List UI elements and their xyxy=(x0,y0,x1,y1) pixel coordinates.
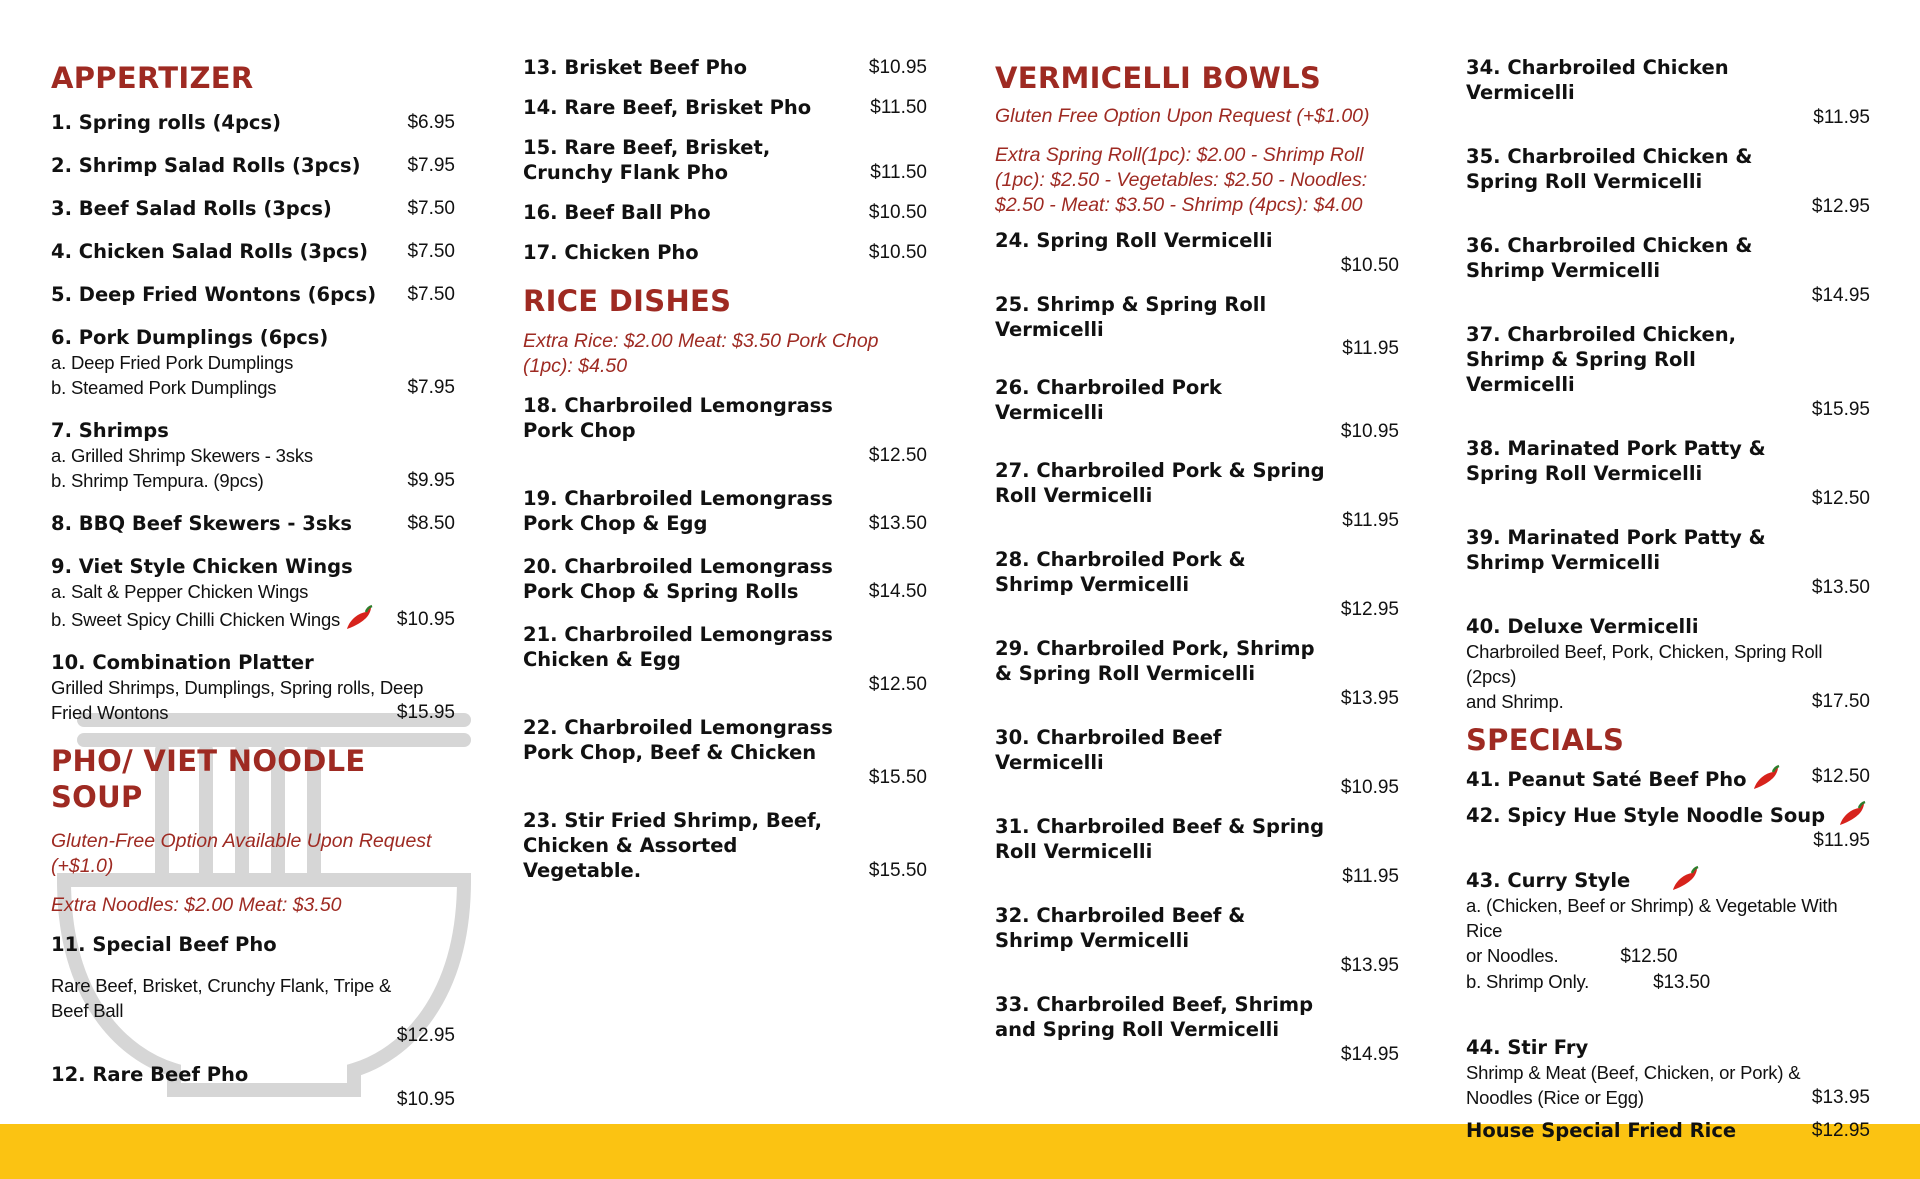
item-price: $13.50 xyxy=(868,513,927,534)
item-price: $11.95 xyxy=(1813,107,1870,128)
section-title-specials: SPECIALS xyxy=(1466,723,1625,757)
item-price: $12.50 xyxy=(1811,766,1870,787)
item-description: and Shrimp. xyxy=(1466,691,1564,712)
column-vermicelli-specials xyxy=(1466,55,1870,1161)
item-name: 25. Shrimp & Spring Roll Vermicelli xyxy=(995,293,1267,341)
pho-gluten-note: Gluten-Free Option Available Upon Request (+$1.0) xyxy=(51,830,432,877)
item-option: a. Grilled Shrimp Skewers - 3sks xyxy=(51,445,313,466)
item-price: $10.50 xyxy=(1340,255,1399,276)
item-name: 12. Rare Beef Pho xyxy=(51,1063,249,1086)
item-price: $11.50 xyxy=(870,97,927,118)
item-name: 7. Shrimps xyxy=(51,419,169,442)
item-name: 31. Charbroiled Beef & Spring Roll Vermicelli xyxy=(995,815,1325,863)
item-name: 5. Deep Fried Wontons (6pcs) xyxy=(51,283,377,306)
menu-item xyxy=(51,153,455,178)
item-price: $12.50 xyxy=(1811,488,1870,509)
item-name-text: 42. Spicy Hue Style Noodle Soup xyxy=(1466,804,1826,827)
item-name: 17. Chicken Pho xyxy=(523,241,699,264)
rice-extras-note: Extra Rice: $2.00 Meat: $3.50 Pork Chop (1pc): $4.50 xyxy=(523,330,879,377)
item-name: 27. Charbroiled Pork & Spring Roll Vermicelli xyxy=(995,459,1325,507)
menu-item xyxy=(995,228,1399,278)
item-option-text: b. Shrimp Only. xyxy=(1466,971,1590,992)
item-name: 38. Marinated Pork Patty & Spring Roll Vermicelli xyxy=(1466,437,1766,485)
item-price: $7.50 xyxy=(407,241,455,262)
item-name: 9. Viet Style Chicken Wings xyxy=(51,555,353,578)
item-name: 28. Charbroiled Pork & Shrimp Vermicelli xyxy=(995,548,1246,596)
menu-item xyxy=(523,622,927,697)
item-price: $12.95 xyxy=(1340,599,1399,620)
menu-item xyxy=(523,715,927,790)
menu-item xyxy=(995,992,1399,1067)
section-title-pho: PHO/ VIET NOODLE SOUP xyxy=(51,744,366,814)
menu-item xyxy=(1466,525,1870,600)
menu-item xyxy=(523,393,927,468)
menu-item xyxy=(51,325,455,400)
item-price: $11.95 xyxy=(1813,830,1870,851)
menu-item xyxy=(51,554,455,632)
item-price: $13.50 xyxy=(1811,577,1870,598)
item-name: 44. Stir Fry xyxy=(1466,1036,1589,1059)
item-price: $15.50 xyxy=(868,860,927,881)
menu-item xyxy=(1466,1035,1870,1110)
item-name: 13. Brisket Beef Pho xyxy=(523,56,748,79)
menu-item xyxy=(1466,233,1870,308)
item-option xyxy=(1466,943,1870,969)
item-price: $7.95 xyxy=(407,155,455,176)
item-price: $13.95 xyxy=(1811,1087,1870,1108)
item-price: $11.95 xyxy=(1342,510,1399,531)
menu-item xyxy=(995,725,1399,800)
item-name: 23. Stir Fried Shrimp, Beef, Chicken & Assorted Vegetable. xyxy=(523,809,822,882)
item-name: 39. Marinated Pork Patty & Shrimp Vermicelli xyxy=(1466,526,1766,574)
pho-extras-note: Extra Noodles: $2.00 Meat: $3.50 xyxy=(51,894,342,916)
item-option: b. Steamed Pork Dumplings xyxy=(51,377,277,398)
item-name xyxy=(1466,865,1870,893)
item-price: $12.50 xyxy=(1620,946,1678,967)
item-price: $8.50 xyxy=(407,513,455,534)
item-price: $11.95 xyxy=(1342,866,1399,887)
item-price: $17.50 xyxy=(1811,691,1870,712)
item-price: $10.95 xyxy=(868,57,927,78)
section-title-vermicelli: VERMICELLI BOWLS xyxy=(995,61,1322,95)
item-option-text: or Noodles. xyxy=(1466,945,1559,966)
menu-item xyxy=(995,375,1399,444)
item-name-text: 41. Peanut Saté Beef Pho xyxy=(1466,768,1747,791)
chili-pepper-icon xyxy=(344,604,374,632)
item-price: $15.50 xyxy=(868,767,927,788)
item-price: $10.95 xyxy=(1340,421,1399,442)
item-name: 40. Deluxe Vermicelli xyxy=(1466,615,1699,638)
item-option xyxy=(51,604,455,632)
item-name: 14. Rare Beef, Brisket Pho xyxy=(523,96,812,119)
item-description: Rare Beef, Brisket, Crunchy Flank, Tripe & Beef Ball xyxy=(51,975,392,1021)
item-price: $14.95 xyxy=(1811,285,1870,306)
menu-item xyxy=(1466,55,1870,130)
menu-item xyxy=(523,200,927,225)
item-price: $11.95 xyxy=(1342,338,1399,359)
item-name: 22. Charbroiled Lemongrass Pork Chop, Beef & Chicken xyxy=(523,716,833,764)
menu-item xyxy=(523,554,927,604)
item-name: 11. Special Beef Pho xyxy=(51,933,277,956)
item-price: $14.50 xyxy=(868,581,927,602)
menu-item xyxy=(1466,144,1870,219)
menu-item xyxy=(51,418,455,493)
item-name: 6. Pork Dumplings (6pcs) xyxy=(51,326,329,349)
menu-item xyxy=(995,903,1399,978)
item-price: $10.95 xyxy=(396,1089,455,1110)
menu-item xyxy=(995,547,1399,622)
item-price: $15.95 xyxy=(1811,399,1870,420)
item-name: 34. Charbroiled Chicken Vermicelli xyxy=(1466,56,1729,104)
item-name: 29. Charbroiled Pork, Shrimp & Spring Roll Vermicelli xyxy=(995,637,1315,685)
item-price: $12.50 xyxy=(868,674,927,695)
menu-item xyxy=(523,55,927,80)
item-name: 32. Charbroiled Beef & Shrimp Vermicelli xyxy=(995,904,1246,952)
item-option: a. Salt & Pepper Chicken Wings xyxy=(51,581,309,602)
item-description: Grilled Shrimps, Dumplings, Spring rolls, Deep xyxy=(51,677,424,698)
item-price: $7.50 xyxy=(407,198,455,219)
chili-pepper-icon xyxy=(1837,800,1867,828)
item-name: 2. Shrimp Salad Rolls (3pcs) xyxy=(51,154,361,177)
item-price: $13.50 xyxy=(1653,972,1711,993)
item-name: 10. Combination Platter xyxy=(51,651,314,674)
item-price: $11.50 xyxy=(870,162,927,183)
item-description: Noodles (Rice or Egg) xyxy=(1466,1087,1644,1108)
chili-pepper-icon xyxy=(1751,764,1781,792)
item-name: 21. Charbroiled Lemongrass Chicken & Egg xyxy=(523,623,833,671)
chili-pepper-icon xyxy=(1670,865,1700,893)
menu-item xyxy=(523,95,927,120)
menu-item xyxy=(523,808,927,883)
item-name-text: 43. Curry Style xyxy=(1466,869,1631,892)
menu-item xyxy=(1466,436,1870,511)
menu-item xyxy=(51,650,455,725)
item-name xyxy=(1466,764,1870,792)
item-price: $7.50 xyxy=(407,284,455,305)
column-appetizer xyxy=(51,52,455,1130)
item-name: 20. Charbroiled Lemongrass Pork Chop & Spring Rolls xyxy=(523,555,833,603)
menu-item xyxy=(523,240,927,265)
item-name: 3. Beef Salad Rolls (3pcs) xyxy=(51,197,332,220)
item-price: $9.95 xyxy=(407,470,455,491)
item-price: $10.95 xyxy=(396,609,455,630)
menu-item xyxy=(1466,800,1870,853)
item-name: 4. Chicken Salad Rolls (3pcs) xyxy=(51,240,369,263)
menu-item xyxy=(51,282,455,307)
vermicelli-extras-note: Extra Spring Roll(1pc): $2.00 - Shrimp Roll (1pc): $2.50 - Vegetables: $2.50 - Noodles: $2.50 - Meat: $3.50 - Shrimp (4pcs): $4.00 xyxy=(995,144,1368,216)
item-description: Fried Wontons xyxy=(51,702,169,723)
item-name: 37. Charbroiled Chicken, Shrimp & Spring Roll Vermicelli xyxy=(1466,323,1737,396)
item-option xyxy=(1466,969,1870,995)
item-description: Charbroiled Beef, Pork, Chicken, Spring Roll (2pcs) xyxy=(1466,641,1823,687)
menu-item xyxy=(1466,865,1870,995)
item-name: 35. Charbroiled Chicken & Spring Roll Vermicelli xyxy=(1466,145,1753,193)
menu-item xyxy=(51,932,455,1048)
item-option: a. (Chicken, Beef or Shrimp) & Vegetable With Rice xyxy=(1466,895,1838,941)
menu-item xyxy=(1466,614,1870,714)
item-price: $10.50 xyxy=(868,242,927,263)
item-price: $12.95 xyxy=(396,1025,455,1046)
vermicelli-gluten-note: Gluten Free Option Upon Request (+$1.00) xyxy=(995,105,1370,127)
section-title-rice: RICE DISHES xyxy=(523,284,732,318)
item-option: a. Deep Fried Pork Dumplings xyxy=(51,352,294,373)
item-price: $7.95 xyxy=(407,377,455,398)
item-price: $14.95 xyxy=(1340,1044,1399,1065)
menu-item xyxy=(51,511,455,536)
item-name: 8. BBQ Beef Skewers - 3sks xyxy=(51,512,353,535)
item-name: 33. Charbroiled Beef, Shrimp and Spring Roll Vermicelli xyxy=(995,993,1314,1041)
column-vermicelli xyxy=(995,52,1399,1081)
item-price: $13.95 xyxy=(1340,955,1399,976)
menu-item xyxy=(995,292,1399,361)
menu-item xyxy=(523,135,927,185)
item-description: Shrimp & Meat (Beef, Chicken, or Pork) & xyxy=(1466,1062,1801,1083)
menu-item xyxy=(995,458,1399,533)
section-title-appetizer: APPERTIZER xyxy=(51,61,254,95)
menu-item xyxy=(1466,764,1870,792)
item-option-text: b. Sweet Spicy Chilli Chicken Wings xyxy=(51,609,341,630)
item-name: 15. Rare Beef, Brisket, Crunchy Flank Pho xyxy=(523,136,771,184)
menu-item xyxy=(1466,1118,1870,1143)
menu-item xyxy=(995,636,1399,711)
column-pho-rice xyxy=(523,55,927,901)
item-price: $13.95 xyxy=(1340,688,1399,709)
item-price: $6.95 xyxy=(407,112,455,133)
item-price: $12.50 xyxy=(868,445,927,466)
menu-item xyxy=(1466,322,1870,422)
item-price: $10.50 xyxy=(868,202,927,223)
item-price: $12.95 xyxy=(1811,1120,1870,1141)
item-name: 16. Beef Ball Pho xyxy=(523,201,711,224)
item-name xyxy=(1466,800,1870,828)
item-name: 26. Charbroiled Pork Vermicelli xyxy=(995,376,1222,424)
item-name: 18. Charbroiled Lemongrass Pork Chop xyxy=(523,394,833,442)
item-name: 30. Charbroiled Beef Vermicelli xyxy=(995,726,1222,774)
item-price: $15.95 xyxy=(396,702,455,723)
item-name: 24. Spring Roll Vermicelli xyxy=(995,229,1273,252)
menu-item xyxy=(523,486,927,536)
menu-item xyxy=(51,196,455,221)
item-price: $10.95 xyxy=(1340,777,1399,798)
item-price: $12.95 xyxy=(1811,196,1870,217)
item-option: b. Shrimp Tempura. (9pcs) xyxy=(51,470,264,491)
item-name: 36. Charbroiled Chicken & Shrimp Vermicelli xyxy=(1466,234,1753,282)
item-name: House Special Fried Rice xyxy=(1466,1119,1737,1142)
item-name: 19. Charbroiled Lemongrass Pork Chop & Egg xyxy=(523,487,833,535)
menu-item xyxy=(51,1062,455,1112)
menu-item xyxy=(995,814,1399,889)
item-name: 1. Spring rolls (4pcs) xyxy=(51,111,281,134)
menu-item xyxy=(51,110,455,135)
menu-item xyxy=(51,239,455,264)
